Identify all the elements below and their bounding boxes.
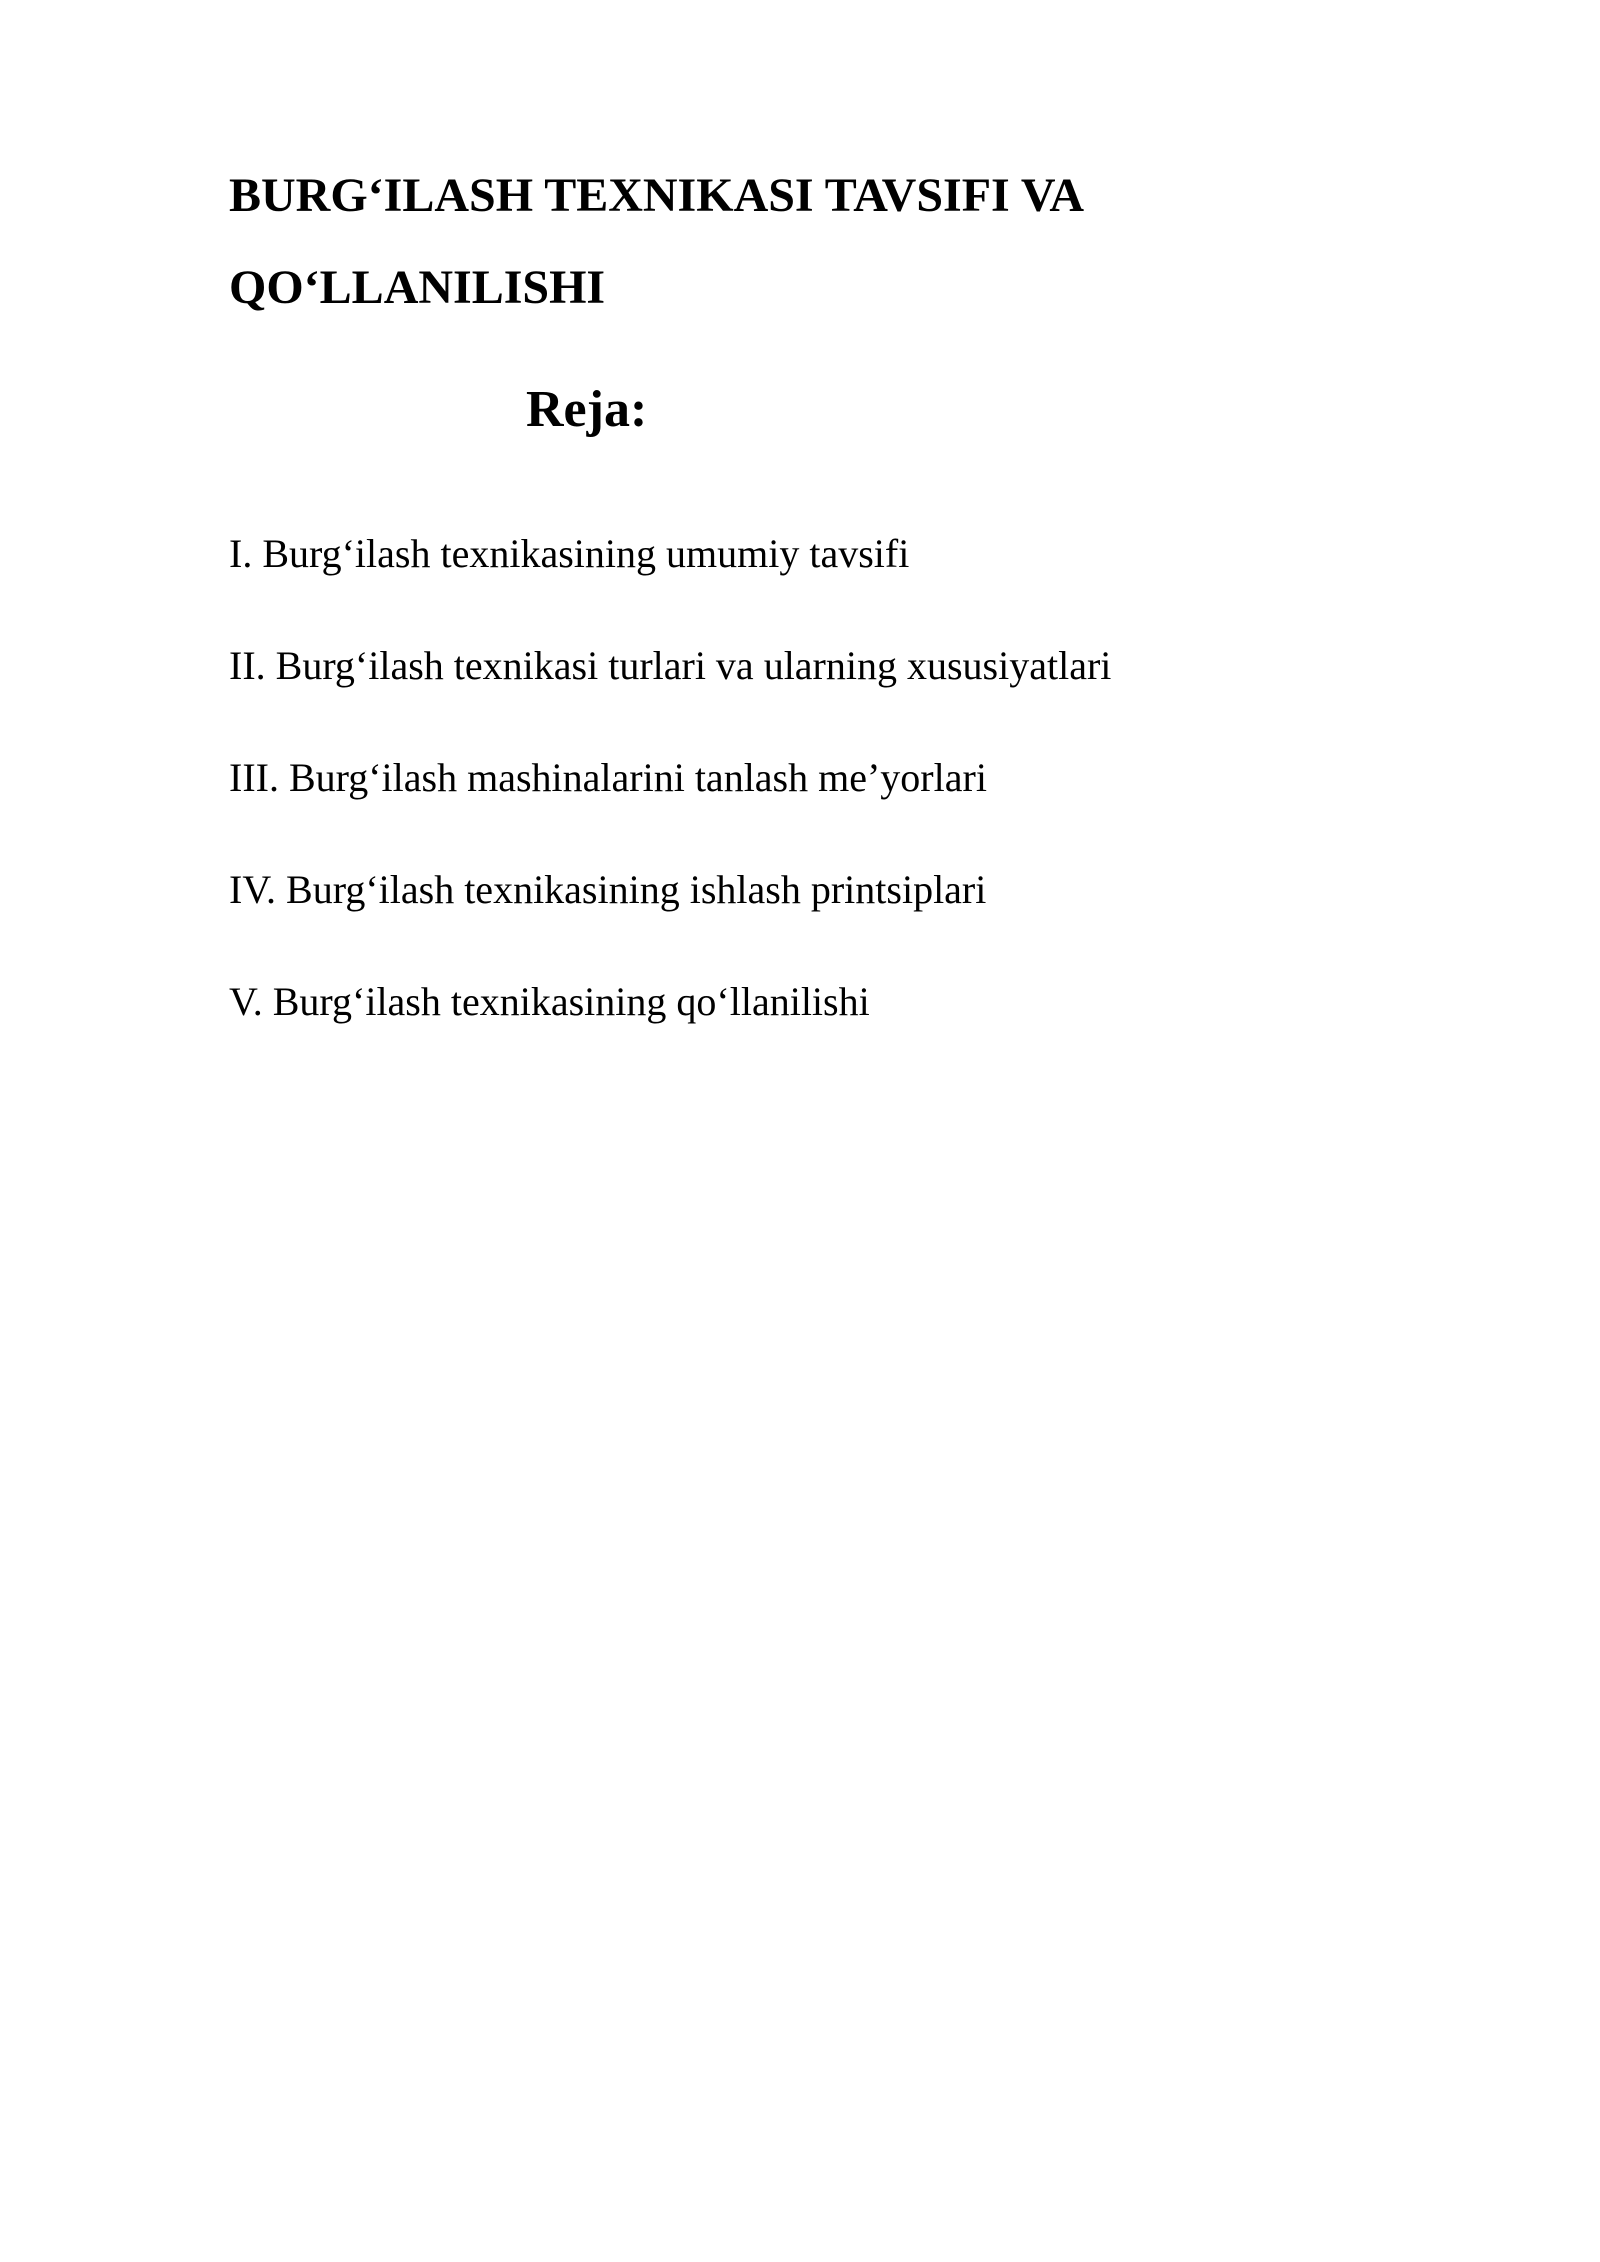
plan-item-1: I. Burg‘ilash texnikasining umumiy tavsifi xyxy=(229,531,910,576)
document-title-line-2: QO‘LLANILISHI xyxy=(229,261,606,314)
plan-item-2: II. Burg‘ilash texnikasi turlari va ularning xususiyatlari xyxy=(229,643,1112,688)
plan-heading: Reja: xyxy=(526,381,648,438)
document-title-line-1: BURG‘ILASH TEXNIKASI TAVSIFI VA xyxy=(229,169,1084,222)
plan-list xyxy=(229,498,1111,1058)
plan-item-4: IV. Burg‘ilash texnikasining ishlash printsiplari xyxy=(229,867,987,912)
plan-item-5: V. Burg‘ilash texnikasining qo‘llanilishi xyxy=(229,979,870,1024)
document-title xyxy=(229,150,1229,334)
plan-item-3: III. Burg‘ilash mashinalarini tanlash me’yorlari xyxy=(229,755,987,800)
